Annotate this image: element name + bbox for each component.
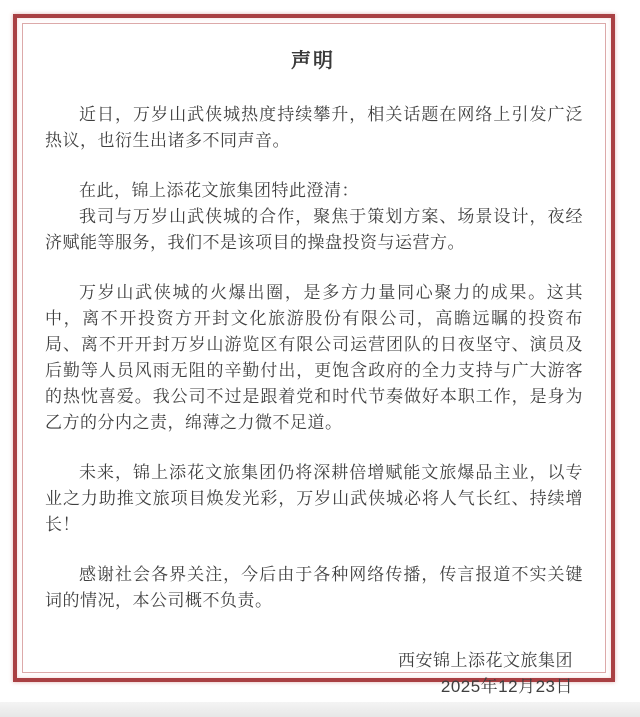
statement-paragraph-disclaimer: 感谢社会各界关注，今后由于各种网络传播，传言报道不实关键词的情况，本公司概不负责。 <box>45 565 583 610</box>
statement-document-page <box>22 23 606 696</box>
statement-paragraph-future: 未来，锦上添花文旅集团仍将深耕倍增赋能文旅爆品主业，以专业之力助推文旅项目焕发光彩，万岁山武侠城必将人气长红、持续增长！ <box>45 463 583 534</box>
statement-title: 声明 <box>291 50 335 72</box>
statement-paragraph-intro: 近日，万岁山武侠城热度持续攀升，相关话题在网络上引发广泛热议，也衍生出诸多不同声音。 <box>45 105 583 150</box>
signature-block <box>39 648 587 700</box>
statement-document-frame <box>13 14 615 696</box>
signature-date: 2025年12月23日 <box>440 677 573 696</box>
bottom-gray-strip <box>0 702 640 717</box>
signature-org: 西安锦上添花文旅集团 <box>398 651 573 670</box>
statement-paragraph-cooperation-scope: 我司与万岁山武侠城的合作，聚焦于策划方案、场景设计，夜经济赋能等服务，我们不是该项目的操盘投资与运营方。 <box>45 207 583 252</box>
statement-paragraph-credit: 万岁山武侠城的火爆出圈，是多方力量同心聚力的成果。这其中，离不开投资方开封文化旅游股份有限公司，高瞻远瞩的投资布局、离不开开封万岁山游览区有限公司运营团队的日夜坚守、演员及后勤等人员风雨无阻的辛勤付出，更饱含政府的全力支持与广大游客的热忱喜爱。我公司不过是跟着党和时代节奏做好本职工作，是身为乙方的分内之责，绵薄之力微不足道。 <box>45 283 583 432</box>
statement-paragraph-clarify-lead: 在此，锦上添花文旅集团特此澄清： <box>79 181 359 200</box>
